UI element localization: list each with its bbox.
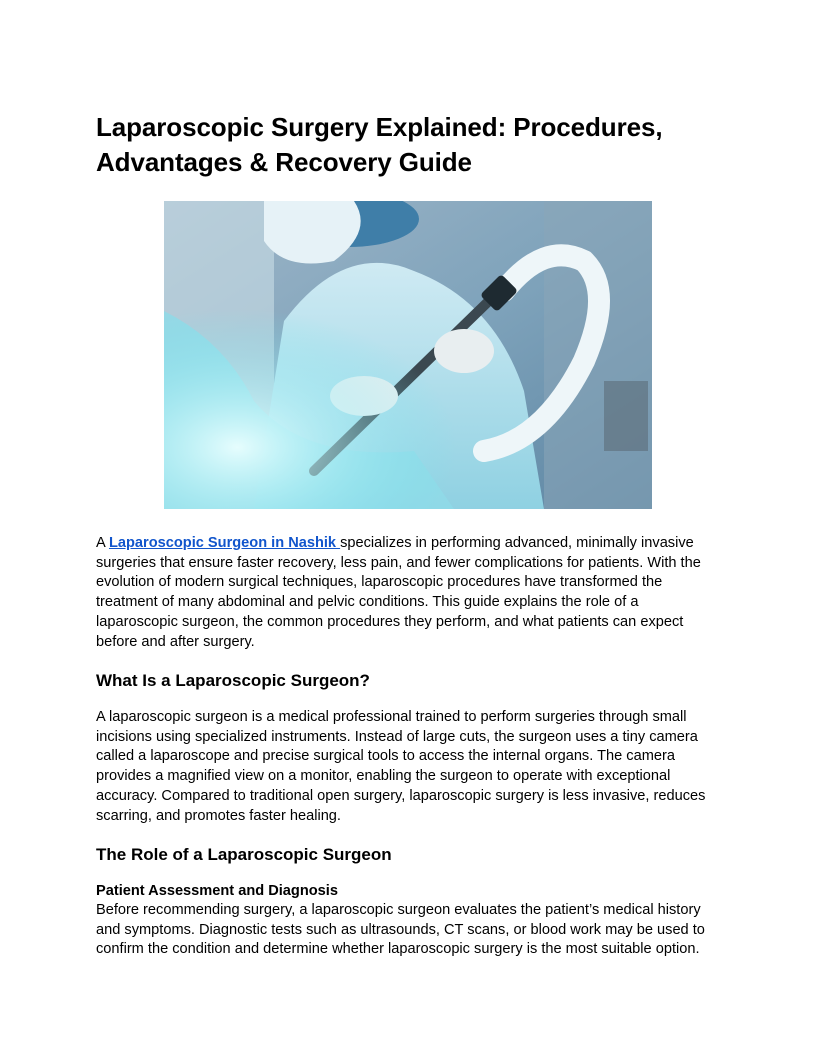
assessment-paragraph: Before recommending surgery, a laparoscopic surgeon evaluates the patient’s medical history and symptoms. Diagnostic tests such as ultrasounds, CT scans, or blood work may be used to confirm the condition and determine whether laparoscopic surgery is the most suitable option. [96,902,705,958]
surgery-photo-icon [164,201,652,509]
page-title: Laparoscopic Surgery Explained: Procedures, Advantages & Recovery Guide [96,112,663,177]
section-heading-what-is: What Is a Laparoscopic Surgeon? [96,671,370,690]
surgeon-nashik-link[interactable]: Laparoscopic Surgeon in Nashik [108,535,341,551]
what-is-paragraph: A laparoscopic surgeon is a medical professional trained to perform surgeries through small incisions using specialized instruments. Instead of large cuts, the surgeon uses a tiny camera called a laparoscope and precise surgical tools to access the internal organs. The camera provides a magnified view on a monitor, enabling the surgeon to operate with exceptional accuracy. Compared to traditional open surgery, laparoscopic surgery is less invasive, reduces scarring, and promotes faster healing. [96,709,706,824]
subheading-assessment: Patient Assessment and Diagnosis [96,883,338,899]
intro-text: specializes in performing advanced, minimally invasive surgeries that ensure faster recovery, less pain, and fewer complications for patients. With the evolution of modern surgical techniques, laparoscopic procedures have transformed the treatment of many abdominal and pelvic conditions. This guide explains the role of a laparoscopic surgeon, the common procedures they perform, and what patients can expect before and after surgery. [96,535,701,650]
section-heading-role: The Role of a Laparoscopic Surgeon [96,845,392,864]
intro-paragraph [96,534,720,652]
intro-prefix: A [96,535,109,551]
